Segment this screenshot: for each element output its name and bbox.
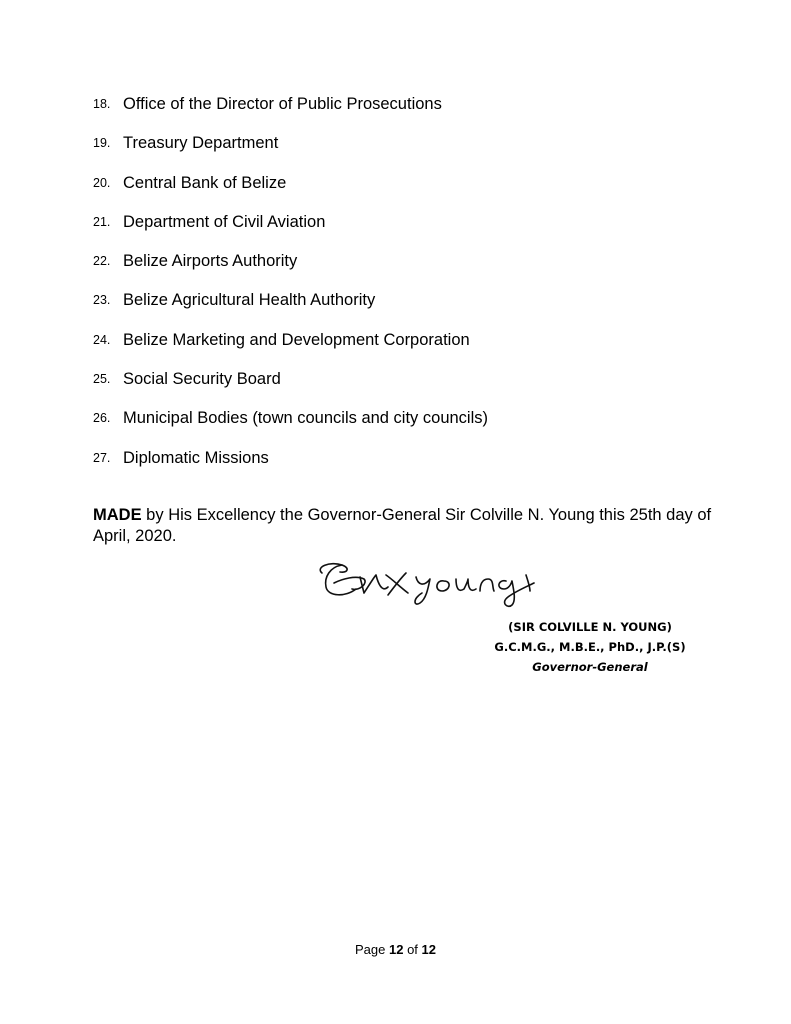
list-item xyxy=(93,211,488,250)
signatory-block xyxy=(470,617,710,677)
list-item xyxy=(93,172,488,211)
list-item-text: Belize Marketing and Development Corporation xyxy=(123,330,470,349)
list-item xyxy=(93,250,488,289)
list-item xyxy=(93,132,488,171)
list-item xyxy=(93,368,488,407)
current-page-number: 12 xyxy=(388,942,404,957)
list-item-number: 24. xyxy=(93,332,111,347)
list-item-number: 18. xyxy=(93,97,111,111)
made-text: by His Excellency the Governor-General Sir Colville N. Young this 25th day of April, 2020. xyxy=(93,506,712,545)
signatory-title: Governor-General xyxy=(532,660,648,674)
institution-list xyxy=(93,93,488,486)
list-item-text: Diplomatic Missions xyxy=(123,448,269,467)
list-item xyxy=(93,93,488,132)
list-item xyxy=(93,329,488,368)
list-item xyxy=(93,289,488,328)
list-item-number: 23. xyxy=(93,293,111,308)
list-item xyxy=(93,407,488,446)
handwritten-signature xyxy=(312,553,562,611)
signatory-name: (SIR COLVILLE N. YOUNG) xyxy=(508,620,672,634)
list-item-number: 25. xyxy=(93,372,111,387)
list-item-number: 19. xyxy=(93,136,111,151)
list-item-number: 20. xyxy=(93,175,111,190)
list-item-text: Belize Airports Authority xyxy=(123,252,298,271)
made-keyword: MADE xyxy=(93,506,142,524)
list-item xyxy=(93,447,488,486)
list-item-text: Office of the Director of Public Prosecutions xyxy=(123,95,442,113)
list-item-text: Belize Agricultural Health Authority xyxy=(123,291,376,310)
footer-middle: of xyxy=(403,942,422,957)
list-item-number: 22. xyxy=(93,254,111,269)
total-page-number: 12 xyxy=(421,942,436,957)
list-item-text: Treasury Department xyxy=(123,134,279,153)
list-item-text: Central Bank of Belize xyxy=(123,173,287,192)
list-item-number: 21. xyxy=(93,214,111,229)
list-item-text: Department of Civil Aviation xyxy=(123,212,326,231)
made-paragraph xyxy=(93,505,713,547)
list-item-number: 26. xyxy=(93,411,111,426)
footer-prefix: Page xyxy=(355,942,389,957)
page-number-footer xyxy=(0,942,791,957)
signatory-honours: G.C.M.G., M.B.E., PhD., J.P.(S) xyxy=(494,640,686,654)
list-item-text: Municipal Bodies (town councils and city councils) xyxy=(123,409,488,428)
list-item-number: 27. xyxy=(93,450,111,465)
list-item-text: Social Security Board xyxy=(123,370,281,389)
